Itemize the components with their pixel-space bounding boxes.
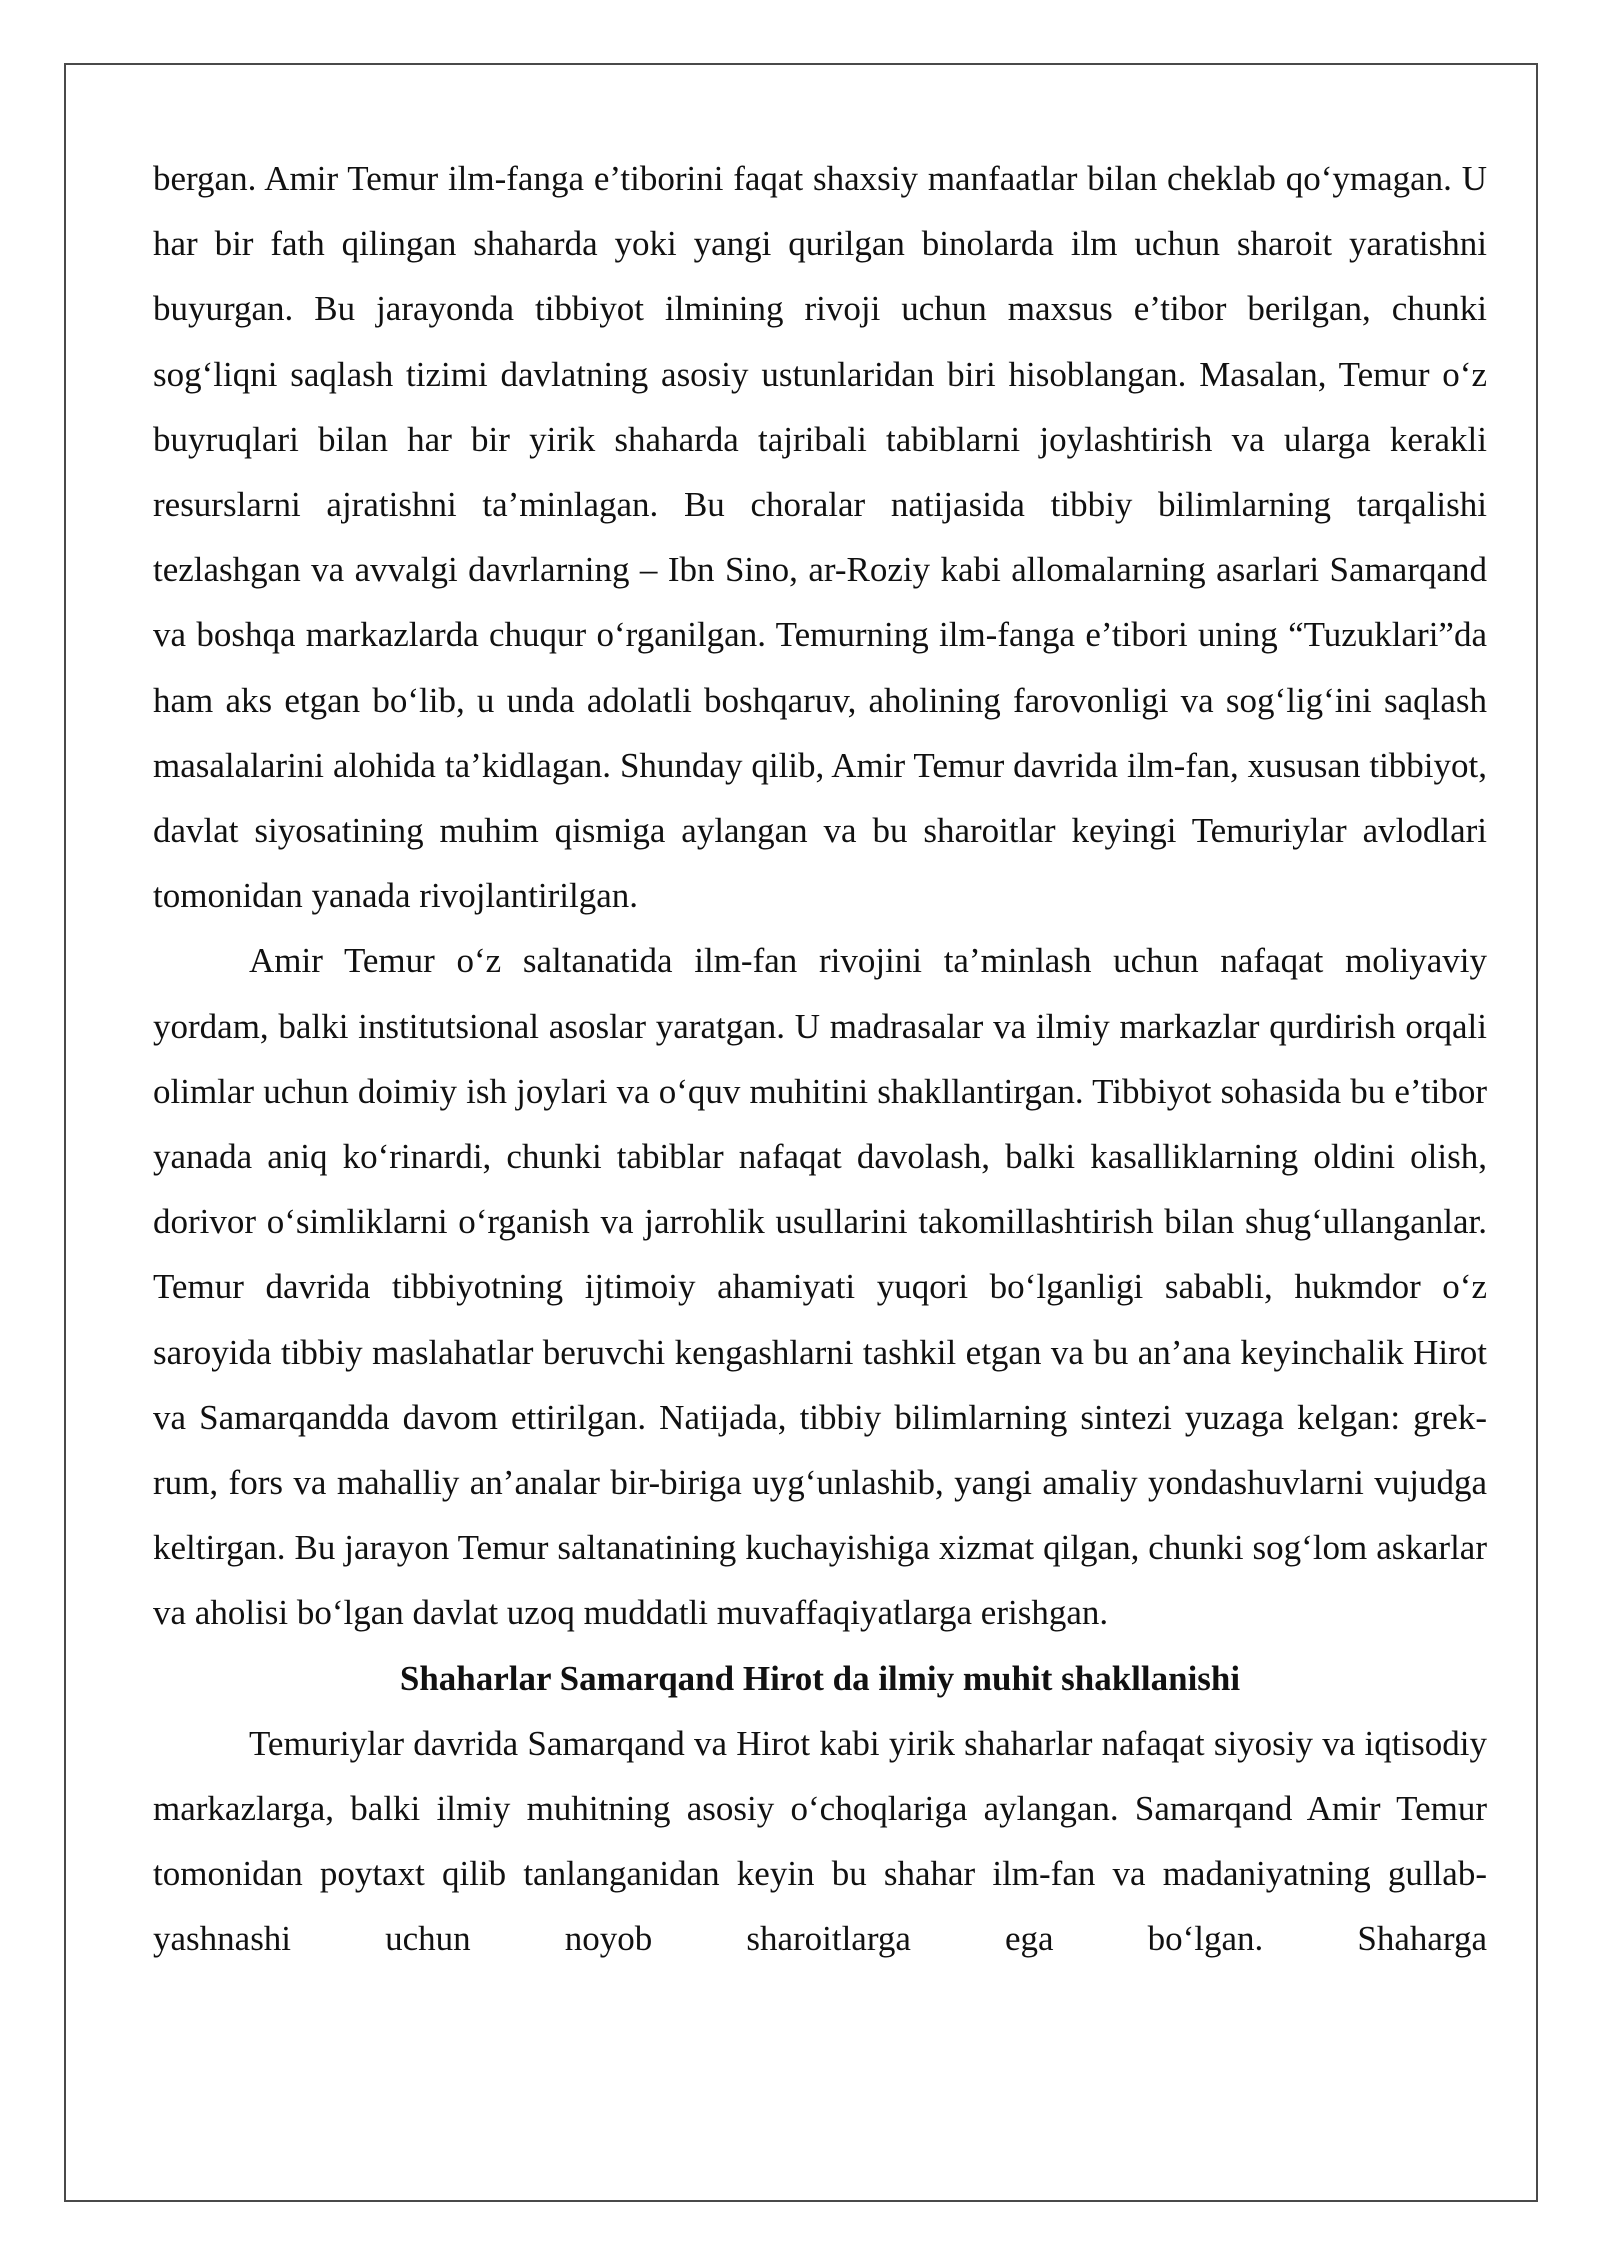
- paragraph-institutional-foundations: Amir Temur o‘z saltanatida ilm-fan rivojini ta’minlash uchun nafaqat moliyaviy yordam, balki institutsional asoslar yaratgan. U madrasalar va ilmiy markazlar qurdirish orqali olimlar uchun doimiy ish joylari va o‘quv muhitini shakllantirgan. Tibbiyot sohasida bu e’tibor yanada aniq ko‘rinardi, chunki tabiblar nafaqat davolash, balki kasalliklarning oldini olish, dorivor o‘simliklarni o‘rganish va jarrohlik usullarini takomillashtirish bilan shug‘ullanganlar. Temur davrida tibbiyotning ijtimoiy ahamiyati yuqori bo‘lganligi sababli, hukmdor o‘z saroyida tibbiy maslahatlar beruvchi kengashlarni tashkil etgan va bu an’ana keyinchalik Hirot va Samarqandda davom ettirilgan. Natijada, tibbiy bilimlarning sintezi yuzaga kelgan: grek-rum, fors va mahalliy an’analar bir-biriga uyg‘unlashib, yangi amaliy yondashuvlarni vujudga keltirgan. Bu jarayon Temur saltanatining kuchayishiga xizmat qilgan, chunki sog‘lom askarlar va aholisi bo‘lgan davlat uzoq muddatli muvaffaqiyatlarga erishgan.: [153, 941, 1487, 1633]
- paragraph-continuation: bergan. Amir Temur ilm-fanga e’tiborini faqat shaxsiy manfaatlar bilan cheklab qo‘ymagan. U har bir fath qilingan shaharda yoki yangi qurilgan binolarda ilm uchun sharoit yaratishni buyurgan. Bu jarayonda tibbiyot ilmining rivoji uchun maxsus e’tibor berilgan, chunki sog‘liqni saqlash tizimi davlatning asosiy ustunlaridan biri hisoblangan. Masalan, Temur o‘z buyruqlari bilan har bir yirik shaharda tajribali tabiblarni joylashtirish va ularga kerakli resurslarni ajratishni ta’minlagan. Bu choralar natijasida tibbiy bilimlarning tarqalishi tezlashgan va avvalgi davrlarning – Ibn Sino, ar-Roziy kabi allomalarning asarlari Samarqand va boshqa markazlarda chuqur o‘rganilgan. Temurning ilm-fanga e’tibori uning “Tuzuklari”da ham aks etgan bo‘lib, u unda adolatli boshqaruv, aholining farovonligi va sog‘lig‘ini saqlash masalalarini alohida ta’kidlagan. Shunday qilib, Amir Temur davrida ilm-fan, xususan tibbiyot, davlat siyosatining muhim qismiga aylangan va bu sharoitlar keyingi Temuriylar avlodlari tomonidan yanada rivojlantirilgan.: [153, 159, 1487, 916]
- section-heading: Shaharlar Samarqand Hirot da ilmiy muhit shakllanishi: [399, 1658, 1241, 1698]
- document-body: [153, 146, 1487, 1972]
- paragraph-cities-intro: Temuriylar davrida Samarqand va Hirot kabi yirik shaharlar nafaqat siyosiy va iqtisodiy markazlarga, balki ilmiy muhitning asosiy o‘choqlariga aylangan. Samarqand Amir Temur tomonidan poytaxt qilib tanlanganidan keyin bu shahar ilm-fan va madaniyatning gullab-yashnashi uchun noyob sharoitlarga ega bo‘lgan. Shaharga: [153, 1723, 1487, 1959]
